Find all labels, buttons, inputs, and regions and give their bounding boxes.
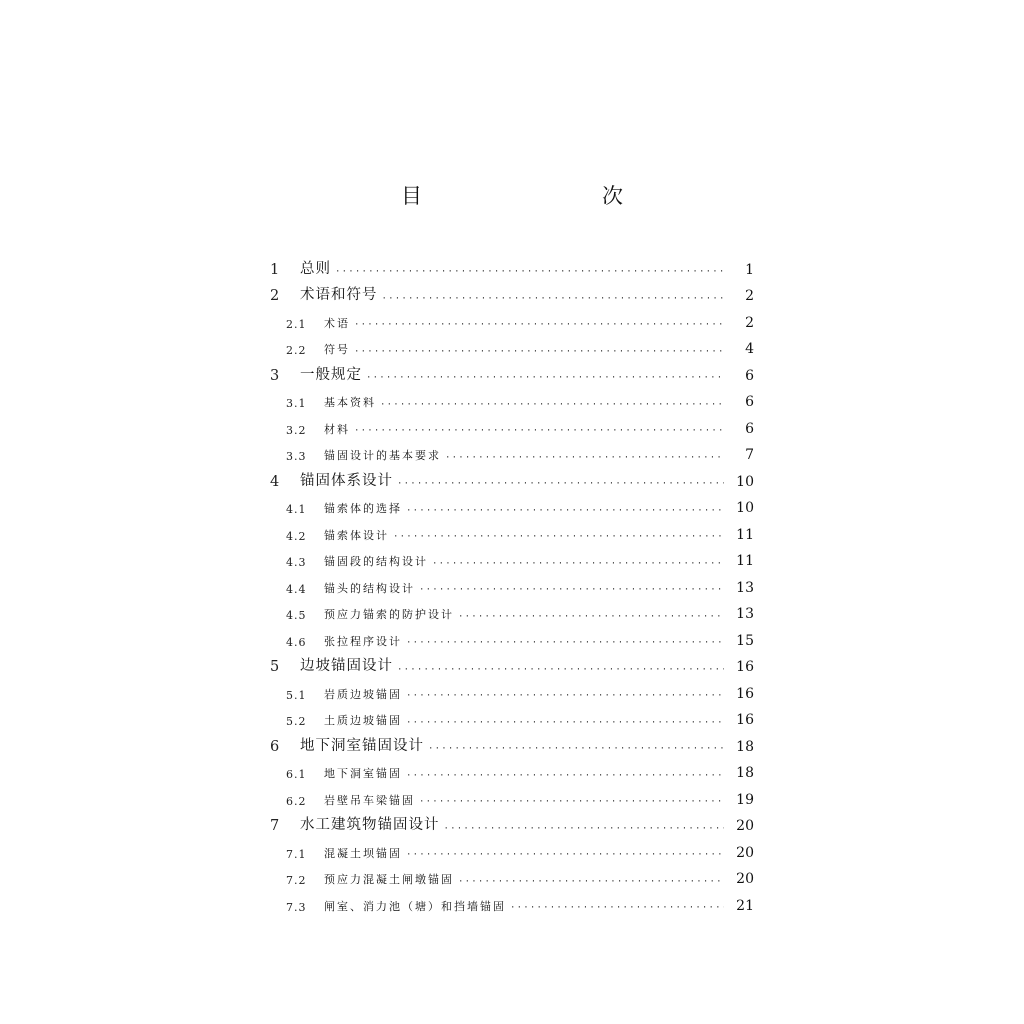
toc-entry-page-number: 4 [745, 341, 754, 357]
toc-entry-page-number: 21 [736, 897, 754, 914]
toc-section-entry[interactable] [270, 516, 754, 543]
toc-entry-page-number: 20 [736, 844, 754, 861]
dot-leader [444, 824, 725, 834]
toc-section-entry[interactable] [270, 755, 754, 782]
toc-entry-title: 岩质边坡锚固 [324, 687, 402, 701]
toc-entry-number: 3.3 [286, 450, 307, 463]
toc-entry-title: 术语和符号 [300, 287, 378, 303]
dot-leader [419, 585, 724, 595]
toc-chapter-entry[interactable] [270, 357, 754, 384]
toc-entry-page-number: 6 [745, 420, 754, 437]
dot-leader [428, 744, 724, 754]
toc-entry-page-number: 2 [745, 314, 754, 331]
dot-leader [397, 479, 724, 489]
toc-chapter-entry[interactable] [270, 649, 754, 676]
toc-section-entry[interactable] [270, 331, 754, 358]
toc-entry-number: 5.1 [286, 688, 307, 702]
toc-entry-number: 4 [270, 473, 280, 490]
toc-entry-title: 混凝土坝锚固 [324, 846, 402, 860]
toc-entry-page-number: 16 [736, 712, 754, 728]
toc-entry-number: 1 [270, 261, 280, 278]
toc-entry-number: 3 [270, 367, 280, 384]
toc-entry-number: 3.2 [286, 423, 307, 437]
toc-entry-number: 4.1 [286, 503, 307, 516]
toc-entry-number: 6.1 [286, 768, 307, 781]
toc-section-entry[interactable] [270, 384, 754, 411]
dot-leader [366, 373, 724, 383]
toc-entry-page-number: 20 [736, 871, 754, 887]
toc-section-entry[interactable] [270, 437, 754, 464]
page-title: 目 次 [401, 184, 669, 208]
toc-section-entry[interactable] [270, 304, 754, 331]
toc-entry-title: 锚索体的选择 [324, 502, 402, 515]
toc-section-entry[interactable] [270, 781, 754, 808]
toc-entry-title: 边坡锚固设计 [300, 658, 393, 674]
toc-entry-title: 土质边坡锚固 [324, 714, 402, 727]
toc-entry-number: 7.1 [286, 847, 307, 861]
toc-entry-page-number: 1 [745, 261, 754, 278]
dot-leader [354, 426, 724, 436]
toc-entry-title: 张拉程序设计 [324, 634, 402, 648]
dot-leader [380, 400, 724, 410]
toc-chapter-entry[interactable] [270, 728, 754, 755]
toc-section-entry[interactable] [270, 702, 754, 729]
dot-leader [335, 267, 724, 277]
toc-entry-number: 4.3 [286, 556, 307, 569]
toc-entry-title: 一般规定 [300, 366, 362, 383]
toc-entry-title: 地下洞室锚固 [324, 767, 402, 780]
dot-leader [406, 691, 724, 701]
toc-entry-number: 4.4 [286, 582, 307, 596]
toc-entry-page-number: 16 [736, 659, 754, 675]
toc-entry-title: 闸室、消力池（塘）和挡墙锚固 [324, 899, 506, 913]
toc-entry-number: 6.2 [286, 794, 307, 808]
toc-section-entry[interactable] [270, 622, 754, 649]
toc-entry-title: 锚固体系设计 [300, 472, 393, 489]
toc-entry-number: 2.2 [286, 344, 307, 357]
toc-entry-number: 6 [270, 738, 280, 755]
toc-section-entry[interactable] [270, 543, 754, 570]
toc-entry-number: 2 [270, 288, 280, 304]
toc-entry-page-number: 2 [745, 288, 754, 304]
toc-entry-page-number: 13 [736, 606, 754, 622]
dot-leader [432, 559, 724, 569]
toc-entry-title: 锚固设计的基本要求 [324, 449, 441, 462]
toc-entry-number: 7 [270, 818, 280, 834]
dot-leader [458, 877, 724, 887]
toc-entry-page-number: 6 [745, 394, 754, 410]
toc-entry-title: 材料 [324, 422, 350, 436]
toc-entry-page-number: 13 [736, 579, 754, 596]
toc-chapter-entry[interactable] [270, 463, 754, 490]
toc-entry-title: 锚头的结构设计 [324, 581, 415, 595]
toc-entry-title: 水工建筑物锚固设计 [300, 817, 440, 833]
toc-entry-number: 7.2 [286, 874, 307, 887]
toc-chapter-entry[interactable] [270, 808, 754, 835]
toc-section-entry[interactable] [270, 861, 754, 888]
dot-leader [419, 797, 724, 807]
table-of-contents [270, 251, 754, 914]
toc-entry-page-number: 18 [736, 738, 754, 755]
toc-entry-number: 4.5 [286, 609, 307, 622]
toc-entry-title: 术语 [324, 316, 350, 330]
dot-leader [397, 665, 724, 675]
toc-entry-title: 预应力锚索的防护设计 [324, 608, 454, 621]
toc-entry-number: 3.1 [286, 397, 307, 410]
dot-leader [406, 771, 724, 781]
toc-section-entry[interactable] [270, 675, 754, 702]
toc-entry-page-number: 20 [736, 818, 754, 834]
dot-leader [510, 903, 724, 913]
toc-entry-title: 总则 [300, 260, 331, 277]
toc-entry-number: 5 [270, 659, 280, 675]
dot-leader [406, 506, 724, 516]
toc-section-entry[interactable] [270, 596, 754, 623]
toc-section-entry[interactable] [270, 569, 754, 596]
toc-entry-title: 基本资料 [324, 396, 376, 409]
toc-entry-page-number: 11 [736, 553, 754, 569]
toc-entry-page-number: 11 [736, 526, 754, 543]
toc-chapter-entry[interactable] [270, 278, 754, 305]
toc-entry-page-number: 16 [736, 685, 754, 702]
dot-leader [406, 718, 724, 728]
toc-section-entry[interactable] [270, 490, 754, 517]
toc-entry-page-number: 10 [736, 500, 754, 516]
dot-leader [458, 612, 724, 622]
toc-entry-title: 符号 [324, 343, 350, 356]
dot-leader [393, 532, 724, 542]
toc-entry-title: 地下洞室锚固设计 [300, 737, 424, 754]
toc-entry-number: 7.3 [286, 900, 307, 914]
dot-leader [354, 347, 724, 357]
toc-entry-page-number: 15 [736, 632, 754, 649]
dot-leader [445, 453, 724, 463]
toc-entry-title: 预应力混凝土闸墩锚固 [324, 873, 454, 886]
toc-entry-number: 4.6 [286, 635, 307, 649]
toc-entry-page-number: 6 [745, 367, 754, 384]
toc-entry-page-number: 10 [736, 473, 754, 490]
toc-entry-title: 岩壁吊车梁锚固 [324, 793, 415, 807]
dot-leader [406, 638, 724, 648]
dot-leader [406, 850, 724, 860]
toc-section-entry[interactable] [270, 410, 754, 437]
dot-leader [354, 320, 724, 330]
toc-entry-number: 4.2 [286, 529, 307, 543]
toc-entry-page-number: 18 [736, 765, 754, 781]
toc-entry-number: 5.2 [286, 715, 307, 728]
toc-entry-title: 锚索体设计 [324, 528, 389, 542]
toc-entry-title: 锚固段的结构设计 [324, 555, 428, 568]
toc-entry-page-number: 7 [745, 447, 754, 463]
dot-leader [382, 294, 725, 304]
toc-section-entry[interactable] [270, 887, 754, 914]
toc-entry-number: 2.1 [286, 317, 307, 331]
toc-chapter-entry[interactable] [270, 251, 754, 278]
toc-entry-page-number: 19 [736, 791, 754, 808]
toc-section-entry[interactable] [270, 834, 754, 861]
